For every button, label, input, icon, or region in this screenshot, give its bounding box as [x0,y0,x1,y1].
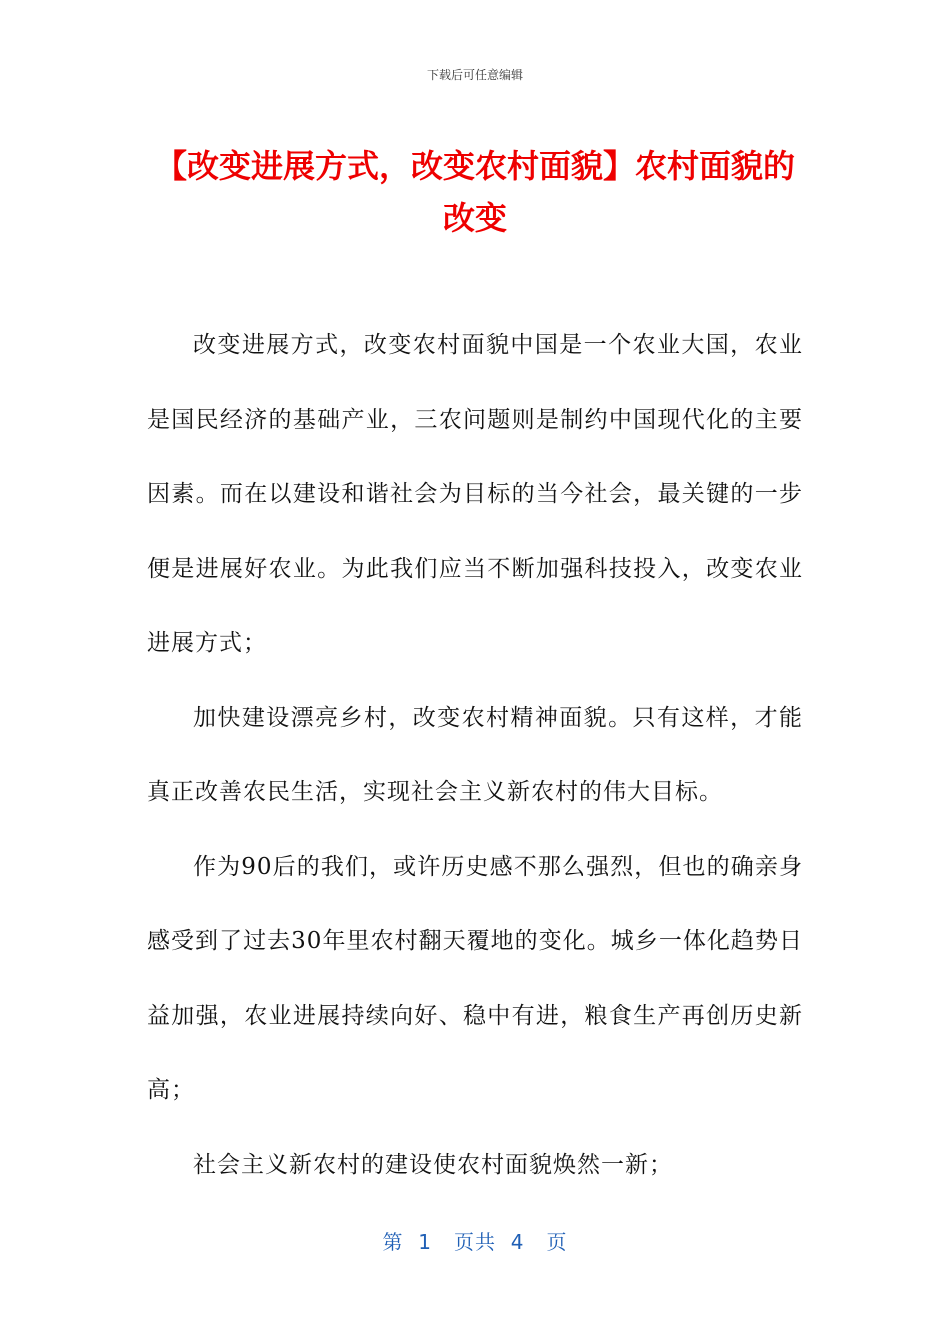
paragraph: 改变进展方式，改变农村面貌中国是一个农业大国，农业是国民经济的基础产业，三农问题则是制约中国现代化的主要因素。而在以建设和谐社会为目标的当今社会，最关键的一步便是进展好农业。为此我们应当不断加强科技投入，改变农业进展方式； [147,332,803,656]
header-note: 下载后可任意编辑 [426,68,523,82]
paragraph: 作为90后的我们，或许历史感不那么强烈，但也的确亲身感受到了过去30年里农村翻天覆地的变化。城乡一体化趋势日益加强，农业进展持续向好、稳中有进，粮食生产再创历史新高； [147,853,803,1103]
page-footer: 第 1 页共 4 页 [382,1230,568,1254]
document-title: 【改变进展方式，改变农村面貌】农村面貌的改变 [154,147,795,237]
document-body [147,308,803,1202]
paragraph: 社会主义新农村的建设使农村面貌焕然一新； [193,1151,673,1178]
paragraph: 加快建设漂亮乡村，改变农村精神面貌。只有这样，才能真正改善农民生活，实现社会主义新农村的伟大目标。 [147,704,803,805]
